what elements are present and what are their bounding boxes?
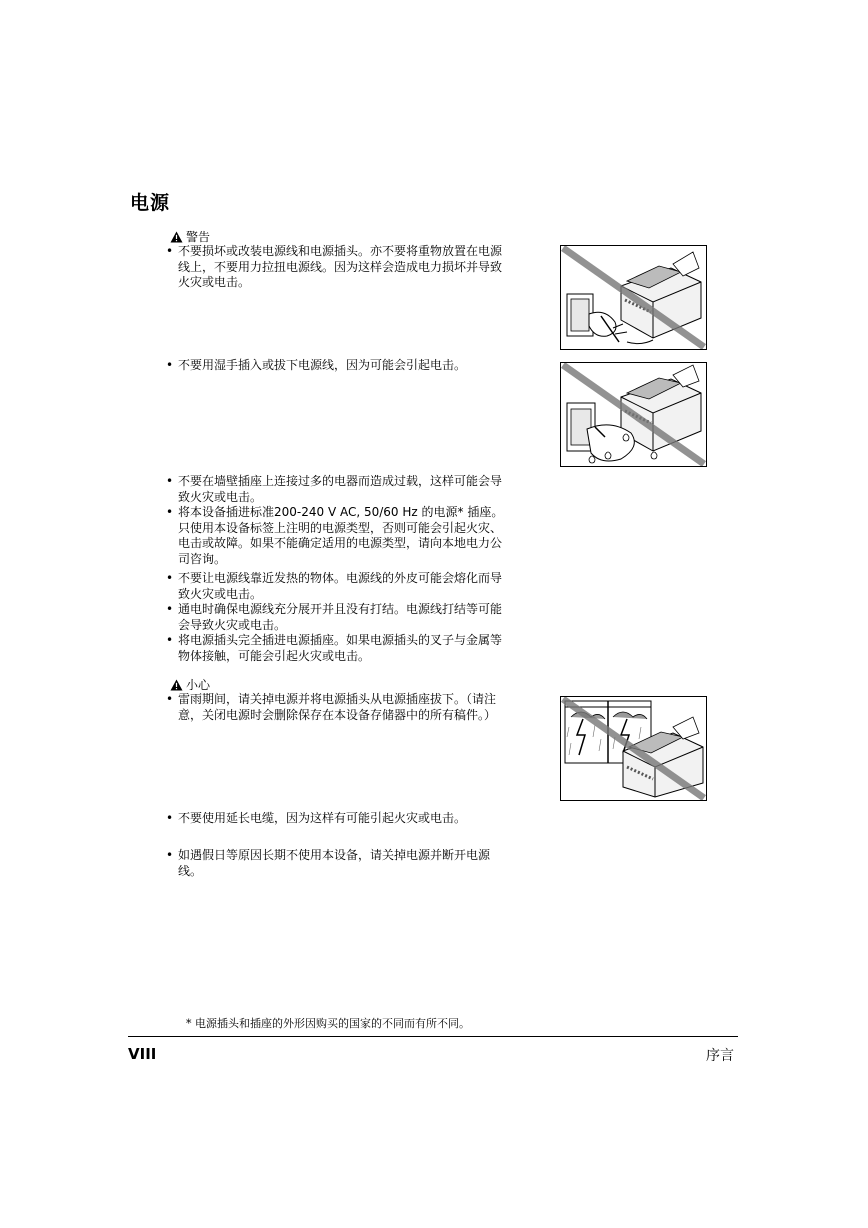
bullet: • xyxy=(166,848,174,862)
list-item-text: 通电时确保电源线充分展开并且没有打结。电源线打结等可能会导致火灾或电击。 xyxy=(178,602,503,632)
warning-heading xyxy=(170,228,210,245)
list-item xyxy=(166,244,506,291)
list-item xyxy=(166,602,506,633)
bullet: • xyxy=(166,633,174,647)
list-item-text: 将本设备插进标准200-240 V AC, 50/60 Hz 的电源* 插座。只使用本设备标签上注明的电源类型，否则可能会引起火灾、电击或故障。如果不能确定适用的电源类型，请向本地电力公司咨询。 xyxy=(178,505,504,566)
page-number: VIII xyxy=(128,1045,157,1063)
warning-triangle-icon xyxy=(170,679,183,691)
list-item xyxy=(166,571,506,602)
list-item xyxy=(166,811,506,827)
list-item-text: 雷雨期间，请关掉电源并将电源插头从电源插座拔下。（请注意，关闭电源时会删除保存在本设备存储器中的所有稿件。） xyxy=(178,692,497,722)
list-item xyxy=(166,633,506,664)
thunderstorm-illustration xyxy=(560,696,707,801)
list-item xyxy=(166,848,506,879)
footnote: * 电源插头和插座的外形因购买的国家的不同而有所不同。 xyxy=(186,1017,470,1030)
wet-hands-illustration xyxy=(560,362,707,467)
bullet: • xyxy=(166,571,174,585)
bullet: • xyxy=(166,602,174,616)
bullet: • xyxy=(166,505,174,519)
list-item xyxy=(166,505,506,567)
list-item-text: 不要在墙壁插座上连接过多的电器而造成过载，这样可能会导致火灾或电击。 xyxy=(178,474,503,504)
section-name: 序言 xyxy=(706,1048,734,1064)
bullet: • xyxy=(166,811,174,825)
warning-label: 警告 xyxy=(186,230,211,244)
footer-rule xyxy=(128,1036,738,1037)
list-item-text: 不要损坏或改装电源线和电源插头。亦不要将重物放置在电源线上，不要用力拉扭电源线。因为这样会造成电力损坏并导致火灾或电击。 xyxy=(178,244,503,290)
warning-triangle-icon xyxy=(170,231,183,243)
list-item-text: 将电源插头完全插进电源插座。如果电源插头的叉子与金属等物体接触，可能会引起火灾或电击。 xyxy=(178,633,503,663)
list-item xyxy=(166,692,506,723)
section-title: 电源 xyxy=(130,192,171,214)
caution-label: 小心 xyxy=(186,678,211,692)
list-item xyxy=(166,474,506,505)
list-item-text: 不要让电源线靠近发热的物体。电源线的外皮可能会熔化而导致火灾或电击。 xyxy=(178,571,503,601)
list-item-text: 不要用湿手插入或拔下电源线，因为可能会引起电击。 xyxy=(178,358,467,372)
caution-heading xyxy=(170,676,210,693)
damaged-cord-illustration xyxy=(560,245,707,350)
list-item-text: 如遇假日等原因长期不使用本设备，请关掉电源并断开电源线。 xyxy=(178,848,491,878)
bullet: • xyxy=(166,474,174,488)
bullet: • xyxy=(166,358,174,372)
list-item-text: 不要使用延长电缆，因为这样有可能引起火灾或电击。 xyxy=(178,811,467,825)
bullet: • xyxy=(166,692,174,706)
bullet: • xyxy=(166,244,174,258)
list-item xyxy=(166,358,506,374)
